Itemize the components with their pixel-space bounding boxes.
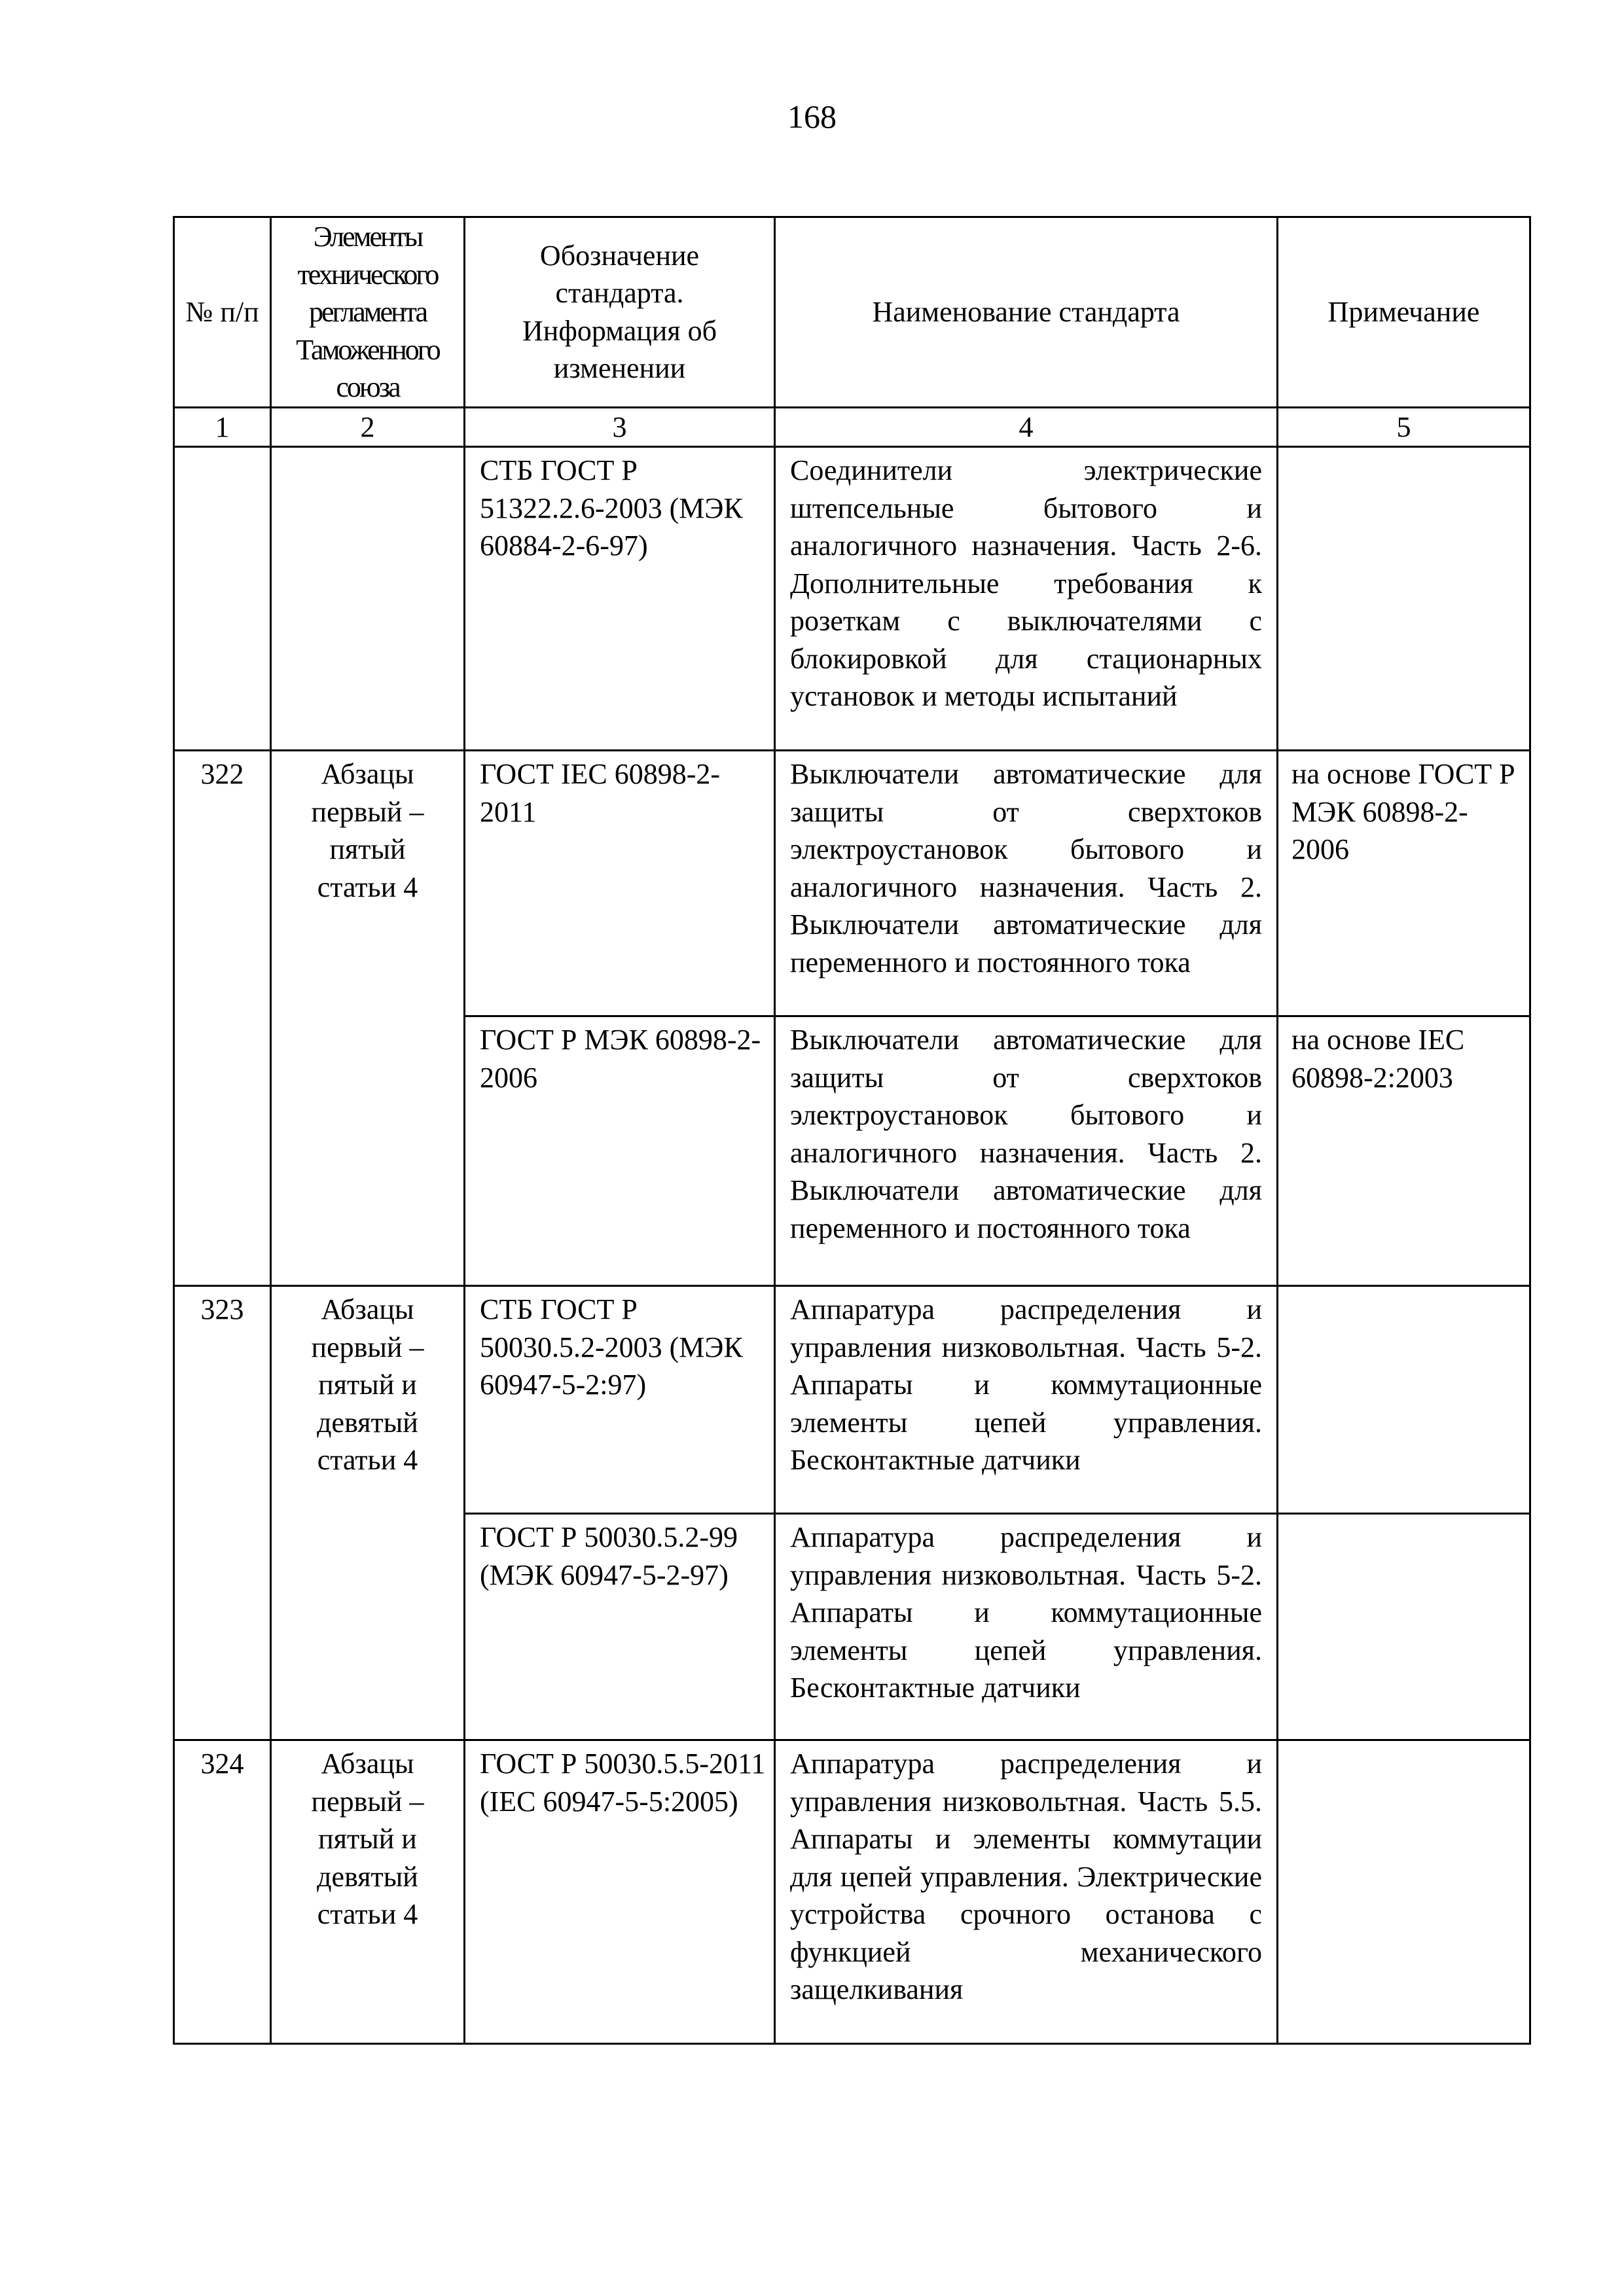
header-number: № п/п [174, 217, 271, 408]
row-note [1278, 1740, 1530, 2044]
table-row [174, 1740, 1530, 2044]
row-elements: Абзацы первый – пятый статьи 4 [271, 751, 465, 1286]
standards-table [173, 216, 1531, 2045]
column-index: 1 [174, 407, 271, 447]
column-index: 3 [465, 407, 775, 447]
row-designation: ГОСТ Р 50030.5.5-2011 (IEC 60947-5-5:2005) [465, 1740, 775, 2044]
column-index: 2 [271, 407, 465, 447]
table-row [174, 447, 1530, 751]
row-number [174, 447, 271, 751]
row-designation: СТБ ГОСТ Р 51322.2.6-2003 (МЭК 60884-2-6-97) [465, 447, 775, 751]
row-note: на основе IEC 60898-2:2003 [1278, 1016, 1530, 1286]
row-elements: Абзацы первый – пятый и девятый статьи 4 [271, 1286, 465, 1740]
column-index: 4 [775, 407, 1278, 447]
column-index-row [174, 407, 1530, 447]
row-note [1278, 1514, 1530, 1740]
row-designation: ГОСТ Р 50030.5.2-99 (МЭК 60947-5-2-97) [465, 1514, 775, 1740]
row-standard-name: Аппаратура распределения и управления низковольтная. Часть 5-2. Аппараты и коммутационные элементы цепей управления. Бесконтактные датчики [775, 1514, 1278, 1740]
row-number: 322 [174, 751, 271, 1286]
header-designation: Обозначение стандарта. Информация об изменении [465, 217, 775, 408]
table-row [174, 751, 1530, 1016]
row-designation: ГОСТ Р МЭК 60898-2-2006 [465, 1016, 775, 1286]
row-note [1278, 447, 1530, 751]
header-name: Наименование стандарта [775, 217, 1278, 408]
row-standard-name: Выключатели автоматические для защиты от сверхтоков электроустановок бытового и аналогичного назначения. Часть 2. Выключатели автоматические для переменного и постоянного тока [775, 1016, 1278, 1286]
table-row [174, 1286, 1530, 1514]
row-standard-name: Аппаратура распределения и управления низковольтная. Часть 5.5. Аппараты и элементы коммутации для цепей управления. Электрические устройства срочного останова с функцией механического защелкивания [775, 1740, 1278, 2044]
row-designation: ГОСТ IEC 60898-2-2011 [465, 751, 775, 1016]
row-number: 324 [174, 1740, 271, 2044]
table-header-row [174, 217, 1530, 408]
column-index: 5 [1278, 407, 1530, 447]
row-note: на основе ГОСТ Р МЭК 60898-2-2006 [1278, 751, 1530, 1016]
row-note [1278, 1286, 1530, 1514]
row-standard-name: Соединители электрические штепсельные бытового и аналогичного назначения. Часть 2-6. Дополнительные требования к розеткам с выключателями с блокировкой для стационарных установок и методы испытаний [775, 447, 1278, 751]
header-note: Примечание [1278, 217, 1530, 408]
page-number: 168 [787, 98, 837, 135]
row-standard-name: Выключатели автоматические для защиты от сверхтоков электроустановок бытового и аналогичного назначения. Часть 2. Выключатели автоматические для переменного и постоянного тока [775, 751, 1278, 1016]
row-standard-name: Аппаратура распределения и управления низковольтная. Часть 5-2. Аппараты и коммутационные элементы цепей управления. Бесконтактные датчики [775, 1286, 1278, 1514]
header-elements: Элементы технического регламента Таможенного союза [271, 217, 465, 408]
row-number: 323 [174, 1286, 271, 1740]
row-elements: Абзацы первый – пятый и девятый статьи 4 [271, 1740, 465, 2044]
row-designation: СТБ ГОСТ Р 50030.5.2-2003 (МЭК 60947-5-2:97) [465, 1286, 775, 1514]
row-elements [271, 447, 465, 751]
